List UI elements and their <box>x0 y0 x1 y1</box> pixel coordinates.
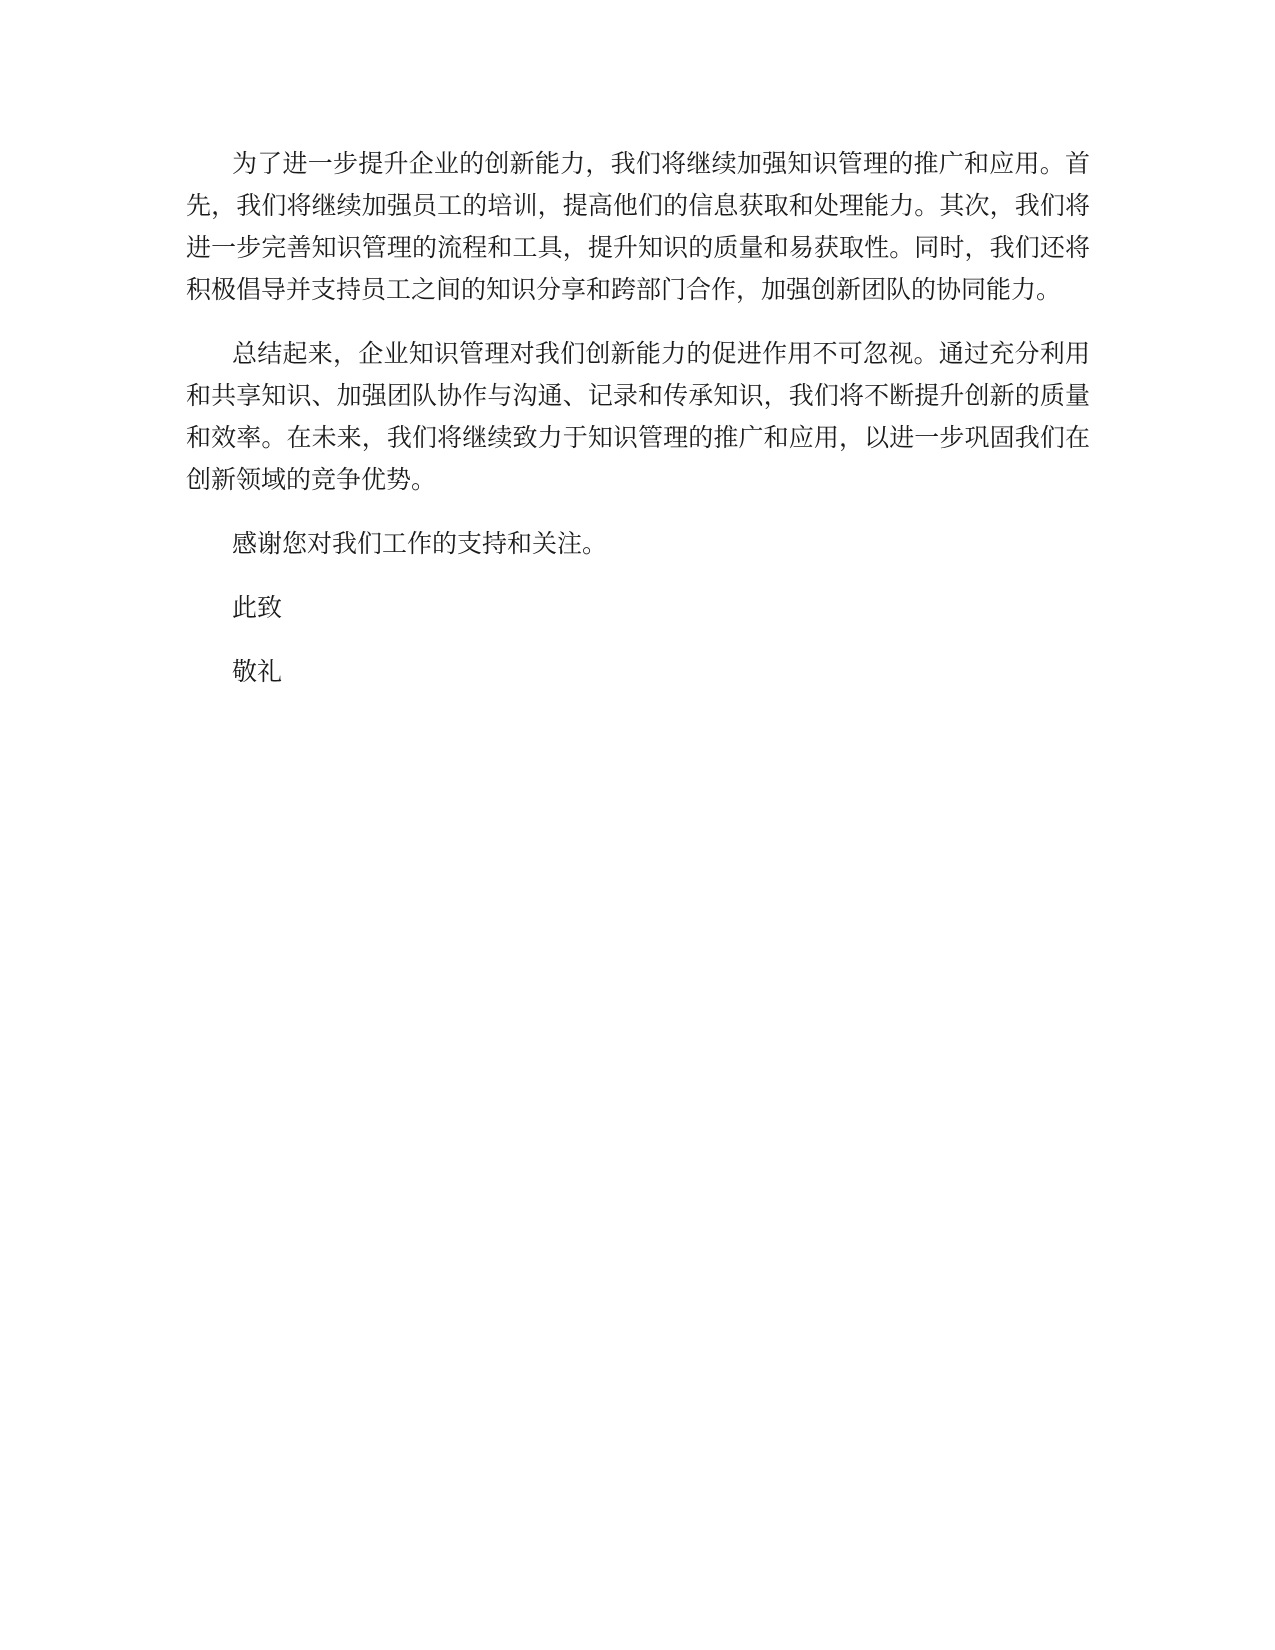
letter-body <box>186 143 1090 715</box>
paragraph-improvement-plan: 为了进一步提升企业的创新能力，我们将继续加强知识管理的推广和应用。首先，我们将继续加强员工的培训，提高他们的信息获取和处理能力。其次，我们将进一步完善知识管理的流程和工具，提升知识的质量和易获取性。同时，我们还将积极倡导并支持员工之间的知识分享和跨部门合作，加强创新团队的协同能力。 <box>186 149 1090 304</box>
closing-salutation: 此致 <box>232 593 283 622</box>
closing-regards: 敬礼 <box>232 657 283 686</box>
paragraph-summary: 总结起来，企业知识管理对我们创新能力的促进作用不可忽视。通过充分利用和共享知识、加强团队协作与沟通、记录和传承知识，我们将不断提升创新的质量和效率。在未来，我们将继续致力于知识管理的推广和应用，以进一步巩固我们在创新领域的竞争优势。 <box>186 339 1090 494</box>
thanks-line: 感谢您对我们工作的支持和关注。 <box>232 529 608 558</box>
